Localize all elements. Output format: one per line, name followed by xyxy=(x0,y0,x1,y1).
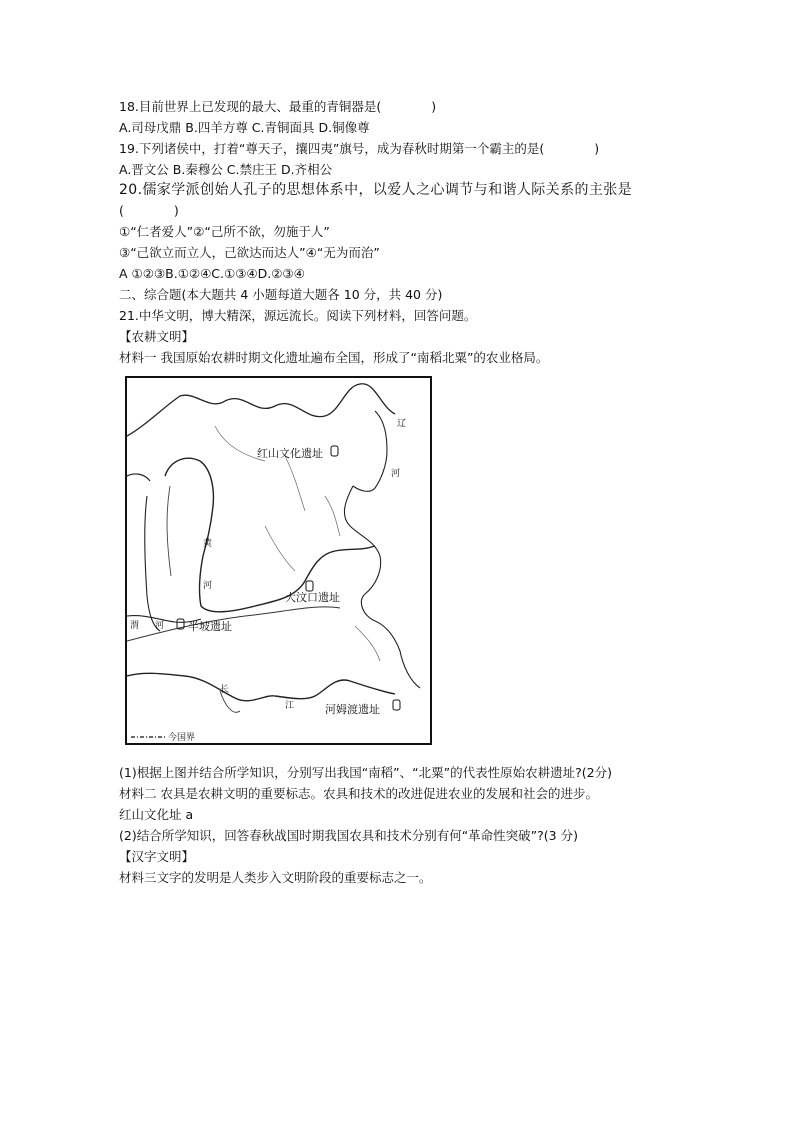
q21-intro: 21.中华文明，博大精深，源远流长。阅读下列材料，回答问题。 xyxy=(119,308,477,323)
q20-stem: 20.儒家学派创始人孔子的思想体系中，以爱人之心调节与和谐人际关系的主张是 xyxy=(119,182,633,198)
neolithic-sites-map xyxy=(125,376,432,745)
q20-items-2: ③“己欲立而立人，己欲达而达人”④“无为而治” xyxy=(119,245,380,260)
q21-2: (2)结合所学知识，回答春秋战国时期我国农具和技术分别有何“革命性突破”?(3 分) xyxy=(119,828,578,843)
material-3: 材料三文字的发明是人类步入文明阶段的重要标志之一。 xyxy=(119,870,432,885)
he-label: 河 xyxy=(203,581,213,591)
hongshan-label: 红山文化遗址 xyxy=(257,447,323,460)
he2-label: 河 xyxy=(155,621,165,631)
chinese-char-heading: 【汉字文明】 xyxy=(119,849,195,864)
stray-text: 红山文化址 a xyxy=(119,807,194,822)
jiang-label: 江 xyxy=(285,701,295,711)
huang-label: 黄 xyxy=(203,539,213,549)
q19-stem: 19.下列诸侯中，打着“尊天子，攘四夷”旗号，成为春秋时期第一个霸主的是( ) xyxy=(119,141,600,156)
liao-label: 辽 xyxy=(397,419,407,429)
legend-label: 今国界 xyxy=(168,733,196,743)
q20-options: A ①②③B.①②④C.①③④D.②③④ xyxy=(119,266,305,281)
q18-options: A.司母戊鼎 B.四羊方尊 C.青铜面具 D.铜像尊 xyxy=(119,120,370,135)
q20-bracket: ( ) xyxy=(119,203,179,218)
material-1: 材料一 我国原始农耕时期文化遗址遍布全国，形成了“南稻北粟”的农业格局。 xyxy=(119,350,549,365)
material-2: 材料二 农具是农耕文明的重要标志。农具和技术的改进促进农业的发展和社会的进步。 xyxy=(119,786,598,801)
hemudu-label: 河姆渡遗址 xyxy=(325,703,380,716)
q21-1: (1)根据上图并结合所学知识，分别写出我国“南稻”、“北粟”的代表性原始农耕遗址?(2分) xyxy=(119,765,612,780)
q20-items-1: ①“仁者爱人”②“己所不欲，勿施于人” xyxy=(119,224,330,239)
chang-label: 长 xyxy=(220,685,230,695)
farming-heading: 【农耕文明】 xyxy=(119,329,195,344)
q18-stem: 18.目前世界上已发现的最大、最重的青铜器是( ) xyxy=(119,99,437,114)
section-2-heading: 二、综合题(本大题共 4 小题每道大题各 10 分，共 40 分) xyxy=(119,287,443,302)
dawenkou-label: 大汶口遗址 xyxy=(285,591,340,604)
q19-options: A.晋文公 B.秦穆公 C.禁庄王 D.齐相公 xyxy=(119,162,333,177)
banpo-label: 半坡遗址 xyxy=(188,620,232,633)
wei-label: 渭 xyxy=(130,621,140,631)
he3-label: 河 xyxy=(391,469,401,479)
